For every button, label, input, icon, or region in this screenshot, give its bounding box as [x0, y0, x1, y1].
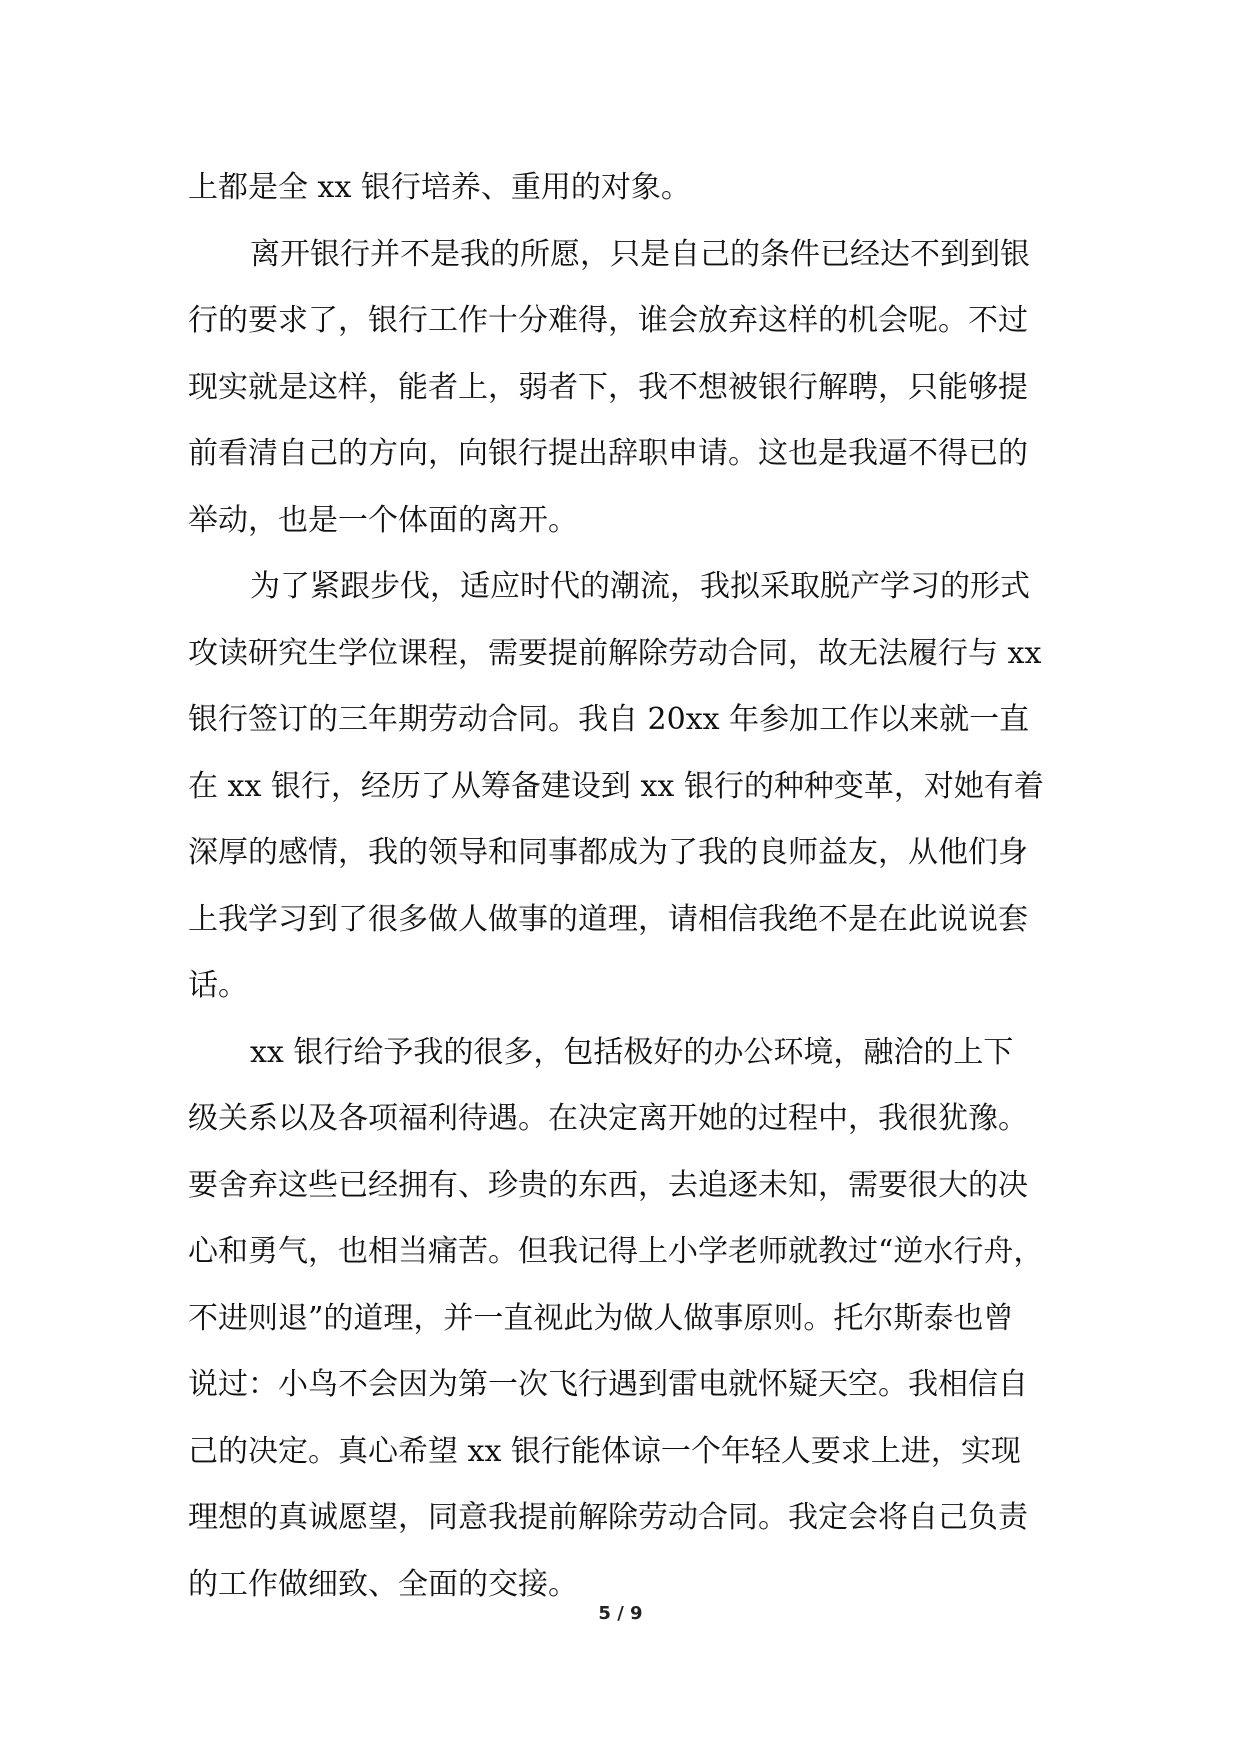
text-line: 要舍弃这些已经拥有、珍贵的东西，去追逐未知，需要很大的决: [188, 1167, 1028, 1203]
text-line: 现实就是这样，能者上，弱者下，我不想被银行解聘，只能够提: [188, 369, 1028, 405]
text-line: 深厚的感情，我的领导和同事都成为了我的良师益友，从他们身: [188, 835, 1028, 870]
text-line: 离开银行并不是我的所愿，只是自己的条件已经达不到到银: [250, 236, 1030, 272]
text-line: 上我学习到了很多做人做事的道理，请相信我绝不是在此说说套: [188, 901, 1028, 937]
text-line: 的工作做细致、全面的交接。: [188, 1566, 578, 1602]
text-line: 不进则退”的道理，并一直视此为做人做事原则。托尔斯泰也曾: [188, 1300, 1014, 1336]
text-line: 举动，也是一个体面的离开。: [188, 502, 578, 538]
text-line: 前看清自己的方向，向银行提出辞职申请。这也是我逼不得已的: [188, 436, 1028, 471]
text-line: 理想的真诚愿望，同意我提前解除劳动合同。我定会将自己负责: [188, 1500, 1028, 1535]
text-line: 为了紧跟步伐，适应时代的潮流，我拟采取脱产学习的形式: [250, 569, 1030, 604]
text-line: 攻读研究生学位课程，需要提前解除劳动合同，故无法履行与 xx: [188, 635, 1042, 671]
text-line: 话。: [188, 968, 248, 1003]
page-number: 5 / 9: [598, 1603, 643, 1624]
text-line: 说过：小鸟不会因为第一次飞行遇到雷电就怀疑天空。我相信自: [188, 1367, 1028, 1402]
text-line: 在 xx 银行，经历了从筹备建设到 xx 银行的种种变革，对她有着: [188, 768, 1044, 804]
text-line: xx 银行给予我的很多，包括极好的办公环境，融洽的上下: [250, 1034, 1014, 1070]
text-line: 行的要求了，银行工作十分难得，谁会放弃这样的机会呢。不过: [188, 303, 1028, 338]
text-line: 级关系以及各项福利待遇。在决定离开她的过程中，我很犹豫。: [188, 1101, 1028, 1136]
text-line: 银行签订的三年期劳动合同。我自 20xx 年参加工作以来就一直: [188, 702, 1030, 737]
text-line: 己的决定。真心希望 xx 银行能体谅一个年轻人要求上进，实现: [188, 1433, 1021, 1469]
text-line: 心和勇气，也相当痛苦。但我记得上小学老师就教过“逆水行舟，: [188, 1234, 1044, 1269]
body-text: [188, 155, 1056, 1618]
text-line: 上都是全 xx 银行培养、重用的对象。: [188, 170, 691, 205]
